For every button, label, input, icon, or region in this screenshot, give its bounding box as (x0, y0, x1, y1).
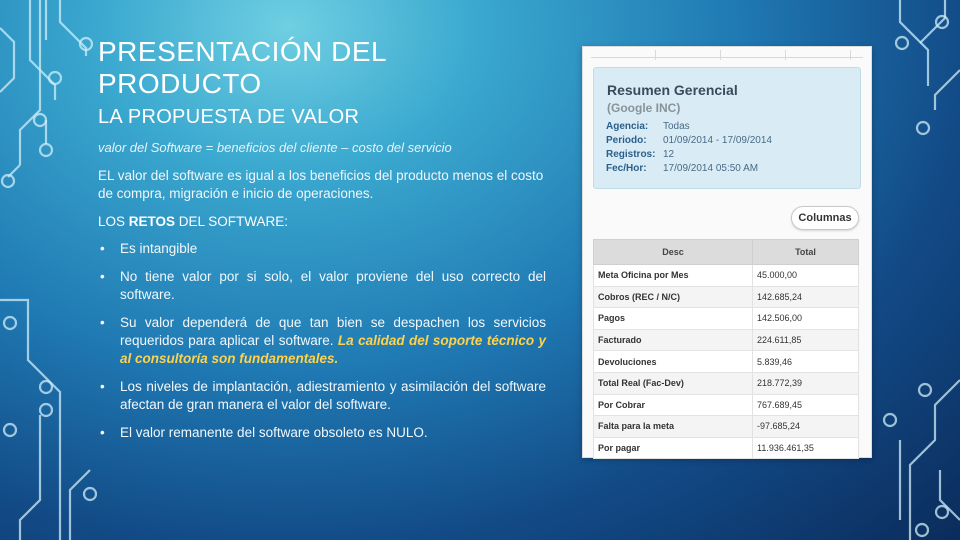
column-header-desc[interactable]: Desc (594, 240, 753, 265)
column-header-total[interactable]: Total (753, 240, 859, 265)
list-item (98, 378, 546, 414)
field-value: 12 (663, 148, 675, 160)
row-desc: Falta para la meta (594, 416, 753, 438)
row-desc: Pagos (594, 308, 753, 330)
bullet-icon: • (100, 241, 105, 256)
field-label: Agencia: (606, 120, 649, 132)
bullet-icon: • (100, 269, 105, 284)
bullet-icon: • (100, 425, 105, 440)
retos-bold: RETOS (128, 214, 176, 229)
row-desc: Por Cobrar (594, 394, 753, 416)
row-total: 45.000,00 (753, 265, 859, 287)
retos-prefix: LOS (98, 214, 129, 229)
row-desc: Devoluciones (594, 351, 753, 373)
app-screenshot (582, 46, 872, 458)
bullet-text: Es intangible (120, 241, 198, 256)
list-item (98, 314, 546, 368)
row-total: 142.506,00 (753, 308, 859, 330)
table-row[interactable] (594, 394, 859, 416)
table-row[interactable] (594, 437, 859, 459)
summary-fields (606, 119, 772, 175)
value-formula: valor del Software = beneficios del cliente – costo del servicio (98, 140, 452, 155)
top-tabs (591, 47, 863, 58)
retos-list (98, 240, 546, 442)
row-total: 767.689,45 (753, 394, 859, 416)
field-label: Fec/Hor: (606, 162, 647, 174)
row-total: 142.685,24 (753, 286, 859, 308)
table-row[interactable] (594, 308, 859, 330)
row-total: 11.936.461,35 (753, 437, 859, 459)
bullet-icon: • (100, 315, 105, 330)
row-total: 218.772,39 (753, 372, 859, 394)
table-row[interactable] (594, 372, 859, 394)
row-desc: Cobros (REC / N/C) (594, 286, 753, 308)
field-label: Periodo: (606, 134, 647, 146)
bullet-text: Los niveles de implantación, adiestramiento y asimilación del software afectan de gran manera el valor del software. (120, 379, 546, 412)
card-subtitle: (Google INC) (607, 101, 681, 115)
row-total: 5.839,46 (753, 351, 859, 373)
field-label: Registros: (606, 148, 656, 160)
bullet-icon: • (100, 379, 105, 394)
value-paragraph: EL valor del software es igual a los beneficios del producto menos el costo de compra, migración e inicio de operaciones. (98, 168, 544, 201)
row-total: -97.685,24 (753, 416, 859, 438)
table-row[interactable] (594, 351, 859, 373)
bullet-text: El valor remanente del software obsoleto es NULO. (120, 425, 428, 440)
row-desc: Total Real (Fac-Dev) (594, 372, 753, 394)
row-desc: Meta Oficina por Mes (594, 265, 753, 287)
field-value: Todas (663, 120, 690, 132)
table-row[interactable] (594, 286, 859, 308)
summary-table (593, 239, 859, 459)
list-item (98, 424, 546, 442)
row-desc: Por pagar (594, 437, 753, 459)
retos-suffix: DEL SOFTWARE: (175, 214, 289, 229)
card-title: Resumen Gerencial (607, 82, 738, 98)
list-item (98, 240, 546, 258)
row-desc: Facturado (594, 329, 753, 351)
list-item (98, 268, 546, 304)
row-total: 224.611,85 (753, 329, 859, 351)
field-value: 17/09/2014 05:50 AM (663, 162, 759, 174)
bullet-text: Su valor dependerá de que tan bien se despachen los servicios requeridos para aplicar el software. (120, 315, 546, 348)
summary-card (593, 67, 861, 189)
table-row[interactable] (594, 416, 859, 438)
retos-heading (98, 214, 288, 229)
bullet-highlight: La calidad del soporte técnico y al consultoría son fundamentales. (120, 333, 547, 366)
slide-title: PRESENTACIÓN DEL PRODUCTO (98, 36, 387, 99)
table-row[interactable] (594, 265, 859, 287)
bullet-text: No tiene valor por si solo, el valor proviene del uso correcto del software. (120, 269, 546, 302)
slide-subtitle: LA PROPUESTA DE VALOR (98, 106, 360, 128)
field-value: 01/09/2014 - 17/09/2014 (663, 134, 772, 146)
columns-button[interactable]: Columnas (791, 206, 859, 230)
table-row[interactable] (594, 329, 859, 351)
